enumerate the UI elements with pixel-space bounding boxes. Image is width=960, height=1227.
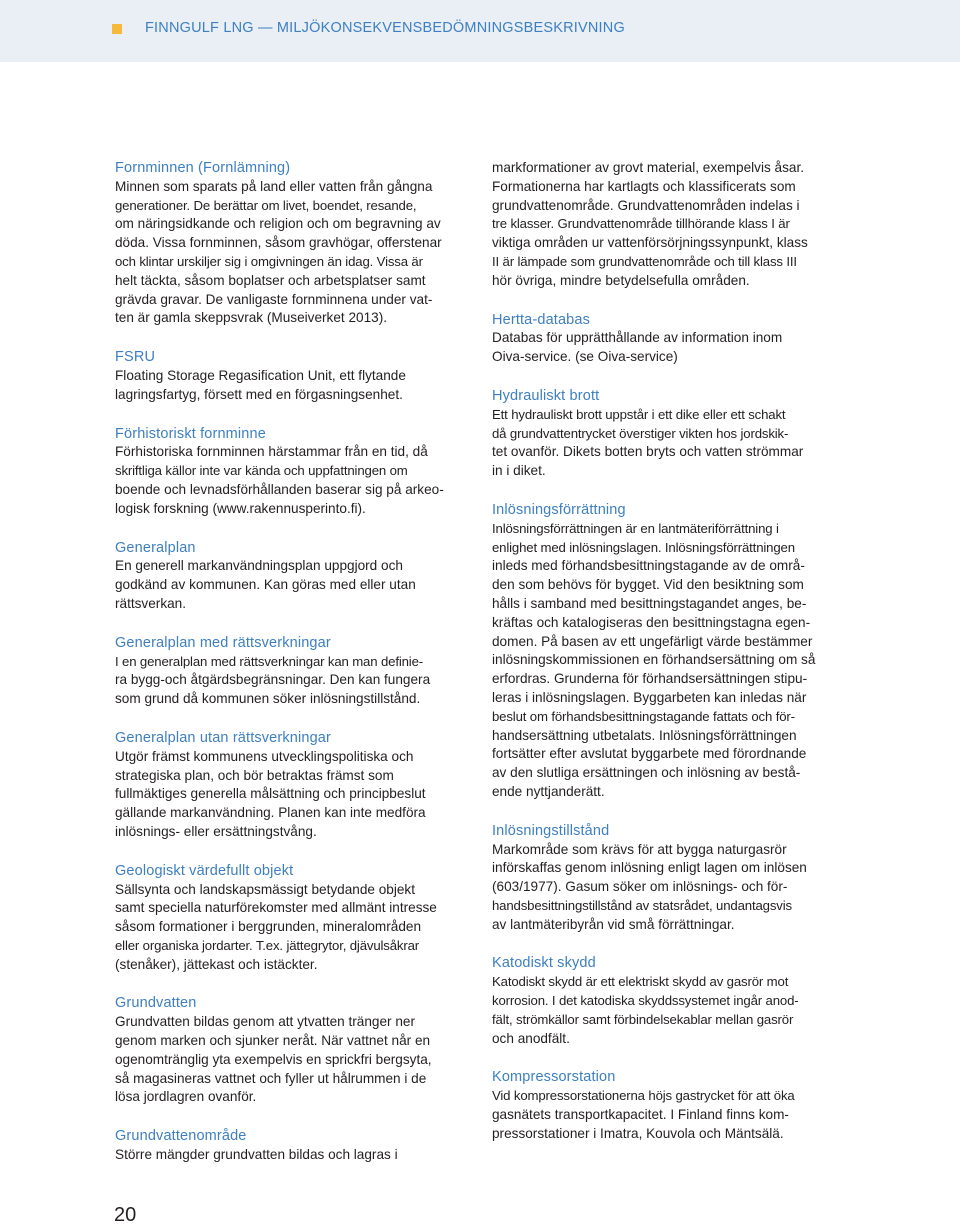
header-title: FINNGULF LNG — MILJÖKONSEKVENSBEDÖMNINGSBESKRIVNING	[145, 20, 625, 36]
definition-line: Floating Storage Regasification Unit, ett flytande	[115, 367, 406, 383]
glossary-term: Fornminnen (Fornlämning)	[115, 160, 291, 176]
definition-line: logisk forskning (www.rakennusperinto.fi).	[115, 500, 366, 516]
header-square-marker	[112, 24, 122, 34]
definition-line: enlighet med inlösningslagen. Inlösningsförrättningen	[492, 539, 795, 555]
definition-line: ra bygg-och åtgärdsbegränsningar. Den kan fungera	[115, 672, 431, 688]
definition-line: godkänd av kommunen. Kan göras med eller utan	[115, 577, 416, 593]
definition-line: såsom formationer i berggrunden, mineralområden	[115, 919, 422, 935]
definition-line: beslut om förhandsbesittningstagande fattats och för-	[492, 708, 795, 724]
definition-line: in i diket.	[492, 463, 546, 479]
definition-line: Ett hydrauliskt brott uppstår i ett dike eller ett schakt	[492, 406, 786, 422]
header-band	[0, 0, 960, 62]
definition-line: Katodiskt skydd är ett elektriskt skydd av gasrör mot	[492, 974, 789, 990]
glossary-entry-generalplan	[115, 539, 467, 614]
definition-line: II är lämpade som grundvattenområde och till klass III	[492, 253, 797, 269]
definition-line: En generell markanvändningsplan uppgjord och	[115, 558, 403, 574]
glossary-term: Geologiskt värdefullt objekt	[115, 862, 294, 879]
definition-line: gasnätets transportkapacitet. I Finland finns kom-	[492, 1107, 789, 1123]
definition-line: Grundvatten bildas genom att ytvatten tränger ner	[115, 1014, 415, 1030]
definition-line: Utgör främst kommunens utvecklingspolitiska och	[115, 748, 414, 764]
page-number: 20	[114, 1204, 137, 1226]
definition-line: Oiva-service. (se Oiva-service)	[492, 349, 678, 365]
glossary-term: Inlösningstillstånd	[492, 822, 610, 839]
definition-line: ogenomtränglig yta exempelvis en sprickfri bergsyta,	[115, 1051, 432, 1067]
definition-line: helt täckta, såsom boplatser och arbetsplatser samt	[115, 272, 426, 288]
glossary-term: Hertta-databas	[492, 311, 591, 328]
definition-line: pressorstationer i Imatra, Kouvola och Mäntsälä.	[492, 1125, 784, 1141]
glossary-term: Generalplan	[115, 539, 196, 556]
definition-line: av den slutliga ersättningen och inlösning av bestå-	[492, 765, 801, 781]
glossary-term: Kompressorstation	[492, 1069, 616, 1086]
definition-line: korrosion. I det katodiska skyddssystemet ingår anod-	[492, 993, 799, 1009]
definition-line: strategiska plan, och bör betraktas främst som	[115, 767, 394, 783]
definition-line: (stenåker), jättekast och istäckter.	[115, 956, 318, 972]
definition-line: viktiga områden ur vattenförsörjningssynpunkt, klass	[492, 235, 808, 251]
definition-line: tre klasser. Grundvattenområde tillhörande klass I är	[492, 216, 790, 232]
definition-line: fortsätter efter avslutat byggarbete med förordnande	[492, 746, 807, 762]
glossary-entry-forhistoriskt-fornminne	[115, 425, 467, 519]
definition-line: grundvattenområde. Grundvattenområden indelas i	[492, 197, 800, 213]
definition-line: lösa jordlagren ovanför.	[115, 1089, 257, 1105]
definition-line: samt speciella naturförekomster med allmänt intresse	[115, 900, 437, 916]
definition-line: fullmäktiges generella målsättning och principbeslut	[115, 786, 426, 802]
definition-line: då grundvattentrycket överstiger vikten hos jordskik-	[492, 425, 789, 441]
glossary-entry-geologiskt-vardefullt-objekt	[115, 862, 467, 975]
glossary-entry-fsru	[115, 348, 467, 404]
definition-line: hör övriga, mindre betydelsefulla områden.	[492, 272, 750, 288]
definition-line: I en generalplan med rättsverkningar kan man definie-	[115, 653, 423, 669]
definition-line: erfordras. Grunderna för förhandsersättningen stipu-	[492, 671, 808, 687]
definition-line: döda. Vissa fornminnen, såsom gravhögar, offerstenar	[115, 235, 442, 251]
glossary-entry-grundvattenomrade	[115, 1127, 467, 1165]
definition-line: leras i inlösningslagen. Byggarbeten kan inledas när	[492, 689, 807, 705]
definition-line: generationer. De berättar om livet, boendet, resande,	[115, 197, 417, 213]
glossary-entry-generalplan-med-rattsverkningar	[115, 634, 467, 709]
definition-line: om näringsidkande och religion och om begravning av	[115, 216, 441, 232]
definition-line: domen. På basen av ett ungefärligt värde bestämmer	[492, 633, 813, 649]
glossary-term: Grundvatten	[115, 995, 197, 1012]
definition-line: rättsverkan.	[115, 595, 187, 611]
glossary-term: Generalplan med rättsverkningar	[115, 634, 331, 651]
right-column	[492, 159, 844, 1164]
definition-line: Minnen som sparats på land eller vatten från gångna	[115, 178, 433, 194]
definition-line: (603/1977). Gasum söker om inlösnings- och för-	[492, 879, 788, 895]
definition-line: och anodfält.	[492, 1030, 570, 1046]
definition-line: ende nyttjanderätt.	[492, 783, 605, 799]
glossary-entry-continued	[492, 159, 844, 291]
glossary-entry-kompressorstation	[492, 1068, 844, 1143]
definition-line: eller organiska jordarter. T.ex. jättegrytor, djävulsåkrar	[115, 937, 420, 953]
glossary-entry-generalplan-utan-rattsverkningar	[115, 729, 467, 842]
definition-line: handsbesittningstillstånd av statsrådet, undantagsvis	[492, 897, 792, 913]
definition-line: som grund då kommunen söker inlösningstillstånd.	[115, 691, 421, 707]
definition-line: Sällsynta och landskapsmässigt betydande objekt	[115, 881, 415, 897]
glossary-term: FSRU	[115, 349, 156, 366]
glossary-term: Katodiskt skydd	[492, 955, 596, 972]
definition-line: Förhistoriska fornminnen härstammar från en tid, då	[115, 444, 428, 460]
glossary-term: Grundvattenområde	[115, 1128, 247, 1145]
definition-line: Större mängder grundvatten bildas och lagras i	[115, 1147, 398, 1163]
definition-line: den som behövs för bygget. Vid den besiktning som	[492, 577, 804, 593]
definition-line: skriftliga källor inte var kända och uppfattningen om	[115, 463, 408, 479]
definition-line: kräftas och katalogiseras den besittningstagna egen-	[492, 614, 811, 630]
definition-line: inleds med förhandsbesittningstagande av de områ-	[492, 558, 805, 574]
definition-line: Vid kompressorstationerna höjs gastrycket för att öka	[492, 1088, 795, 1104]
definition-line: ten är gamla skeppsvrak (Museiverket 2013).	[115, 310, 387, 326]
definition-line: Markområde som krävs för att bygga naturgasrör	[492, 841, 787, 857]
glossary-entry-hertta-databas	[492, 311, 844, 367]
glossary-entry-katodiskt-skydd	[492, 954, 844, 1048]
definition-line: tet ovanför. Dikets botten bryts och vatten strömmar	[492, 444, 804, 460]
glossary-entry-inlosningsforrattning	[492, 501, 844, 802]
definition-line: grävda gravar. De vanligaste fornminnena under vat-	[115, 291, 433, 307]
definition-line: handsersättning utbetalats. Inlösningsförrättningen	[492, 727, 797, 743]
glossary-term: Hydrauliskt brott	[492, 387, 600, 404]
definition-line: Formationerna har kartlagts och klassificerats som	[492, 178, 796, 194]
definition-line: gällande markanvändning. Planen kan inte medföra	[115, 805, 426, 821]
definition-line: införskaffas genom inlösning enligt lagen om inlösen	[492, 860, 807, 876]
definition-line: fält, strömkällor samt förbindelsekablar mellan gasrör	[492, 1011, 794, 1027]
definition-line: av lantmäteribyrån vid små förrättningar.	[492, 916, 735, 932]
definition-line: genom marken och sjunker neråt. När vattnet når en	[115, 1033, 431, 1049]
glossary-term: Förhistoriskt fornminne	[115, 425, 266, 442]
glossary-term: Generalplan utan rättsverkningar	[115, 729, 331, 746]
definition-line: boende och levnadsförhållanden baserar sig på arkeo-	[115, 481, 444, 497]
glossary-entry-fornminnen-fornlamning	[115, 159, 467, 328]
definition-line: Databas för upprätthållande av information inom	[492, 330, 783, 346]
glossary-entry-inlosningstillstand	[492, 822, 844, 935]
definition-line: och klintar urskiljer sig i omgivningen än idag. Vissa är	[115, 253, 423, 269]
glossary-entry-hydrauliskt-brott	[492, 387, 844, 481]
definition-line: Inlösningsförrättningen är en lantmäteriförrättning i	[492, 520, 779, 536]
glossary-entry-grundvatten	[115, 994, 467, 1107]
definition-line: så magasineras vattnet och fyller ut hålrummen i de	[115, 1070, 427, 1086]
definition-line: markformationer av grovt material, exempelvis åsar.	[492, 160, 805, 175]
definition-line: lagringsfartyg, försett med en förgasningsenhet.	[115, 386, 403, 402]
definition-line: inlösnings- eller ersättningstvång.	[115, 823, 317, 839]
definition-line: hålls i samband med besittningstagandet anges, be-	[492, 595, 807, 611]
glossary-term: Inlösningsförrättning	[492, 501, 626, 518]
left-column	[115, 159, 467, 1185]
definition-line: inlösningskommissionen en förhandsersättning om så	[492, 652, 816, 668]
